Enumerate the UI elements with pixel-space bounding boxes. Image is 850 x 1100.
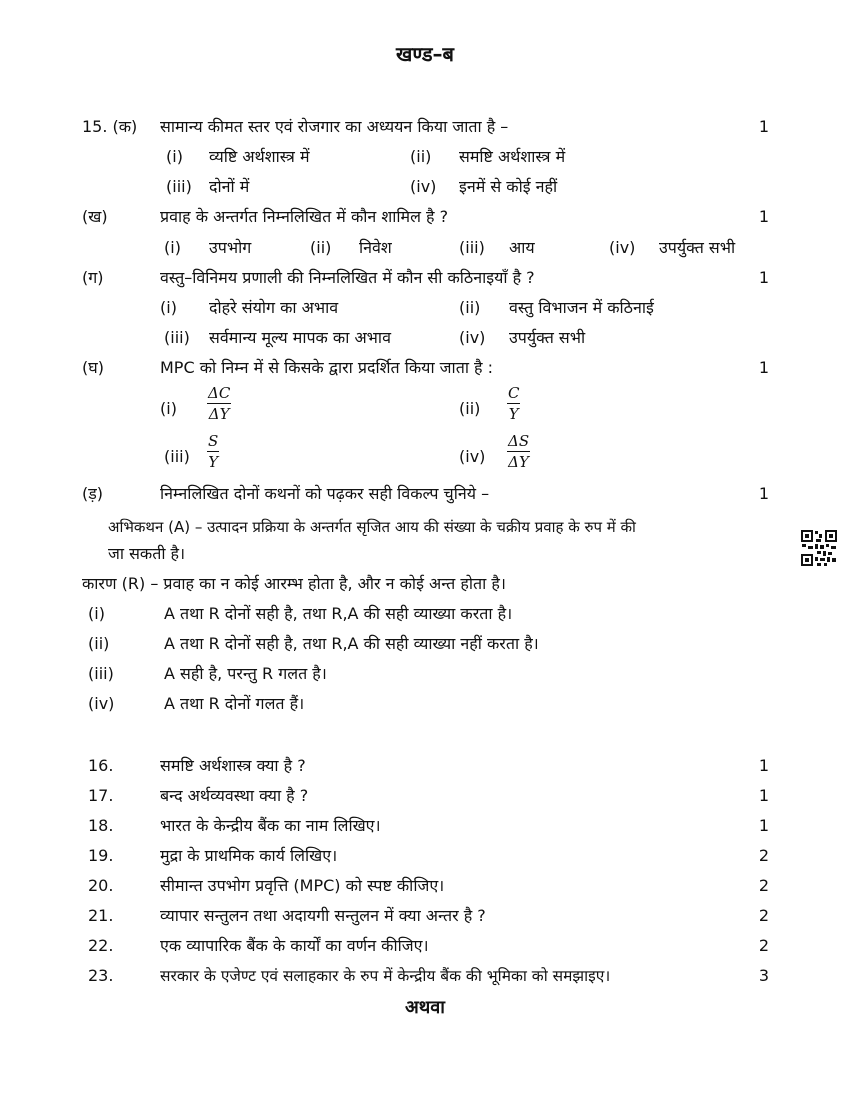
question-marks: 1 — [758, 756, 770, 775]
fraction-denominator: ΔY — [208, 405, 230, 423]
fraction-denominator: ΔY — [508, 453, 529, 471]
or-divider: अथवा — [405, 997, 445, 1018]
option-text: उपभोग — [209, 238, 252, 257]
q15-ka-text: सामान्य कीमत स्तर एवं रोजगार का अध्ययन किया जाता है – — [160, 117, 509, 136]
question-number: 20. — [88, 876, 114, 895]
question-text: बन्द अर्थव्यवस्था क्या है ? — [160, 786, 309, 805]
reason-text: कारण (R) – प्रवाह का न कोई आरम्भ होता है, और न कोई अन्त होता है। — [82, 574, 506, 593]
fraction-numerator: C — [508, 384, 520, 402]
option-text: A तथा R दोनों गलत हैं। — [164, 694, 305, 713]
assertion-line-1: अभिकथन (A) – उत्पादन प्रक्रिया के अन्तर्गत सृजित आय की संख्या के चक्रीय प्रवाह के रुप में की — [108, 518, 636, 536]
q15-ga-marks: 1 — [758, 268, 770, 287]
option-text: सर्वमान्य मूल्य मापक का अभाव — [209, 328, 391, 347]
fraction-c-over-y — [507, 384, 520, 423]
qr-code-icon — [800, 529, 838, 567]
option-label: (iii) — [459, 238, 485, 257]
question-text: व्यापार सन्तुलन तथा अदायगी सन्तुलन में क्या अन्तर है ? — [160, 906, 486, 925]
option-label: (i) — [166, 147, 183, 166]
q15-ga-label: (ग) — [82, 268, 104, 287]
question-marks: 3 — [758, 966, 770, 985]
q15-kha-label: (ख) — [82, 207, 108, 226]
option-label: (ii) — [310, 238, 332, 257]
assertion-line-2: जा सकती है। — [108, 544, 186, 563]
question-text: मुद्रा के प्राथमिक कार्य लिखिए। — [160, 846, 338, 865]
question-text: भारत के केन्द्रीय बैंक का नाम लिखिए। — [160, 816, 381, 835]
question-number: 19. — [88, 846, 114, 865]
question-text: एक व्यापारिक बैंक के कार्यों का वर्णन कीजिए। — [160, 936, 429, 955]
option-text: A तथा R दोनों सही है, तथा R,A की सही व्याख्या नहीं करता है। — [164, 634, 539, 653]
q15-nga-marks: 1 — [758, 484, 770, 503]
section-title: खण्ड–ब — [396, 42, 454, 66]
option-text: आय — [509, 238, 535, 257]
question-marks: 2 — [758, 906, 770, 925]
option-label: (iv) — [459, 328, 486, 347]
option-label: (iii) — [88, 664, 114, 683]
question-number: 21. — [88, 906, 114, 925]
fraction-s-over-y — [207, 432, 219, 471]
option-label: (iv) — [410, 177, 437, 196]
option-label: (i) — [88, 604, 105, 623]
option-label: (ii) — [459, 399, 481, 418]
option-text: व्यष्टि अर्थशास्त्र में — [209, 147, 310, 166]
q15-nga-label: (ड़) — [82, 484, 104, 503]
option-label: (i) — [164, 238, 181, 257]
option-text: वस्तु विभाजन में कठिनाई — [509, 298, 654, 317]
fraction-numerator: ΔC — [208, 384, 231, 402]
fraction-numerator: ΔS — [508, 432, 530, 450]
question-marks: 1 — [758, 816, 770, 835]
q15-nga-text: निम्नलिखित दोनों कथनों को पढ़कर सही विकल्प चुनिये – — [160, 484, 490, 503]
question-number: 23. — [88, 966, 114, 985]
option-text: इनमें से कोई नहीं — [459, 177, 558, 196]
option-text: निवेश — [359, 238, 392, 257]
question-marks: 1 — [758, 786, 770, 805]
fraction-denominator: Y — [208, 453, 219, 471]
option-text: उपर्युक्त सभी — [509, 328, 586, 347]
fraction-delta-s-over-delta-y — [507, 432, 530, 471]
option-text: उपर्युक्त सभी — [659, 238, 736, 257]
q15-number: 15. (क) — [82, 117, 138, 136]
option-label: (ii) — [410, 147, 432, 166]
question-number: 16. — [88, 756, 114, 775]
question-text: सरकार के एजेण्ट एवं सलाहकार के रुप में केन्द्रीय बैंक की भूमिका को समझाइए। — [160, 967, 611, 985]
option-label: (iii) — [166, 177, 192, 196]
option-label: (iii) — [164, 447, 190, 466]
option-label: (i) — [160, 298, 177, 317]
option-label: (i) — [160, 399, 177, 418]
fraction-numerator: S — [208, 432, 219, 450]
question-text: समष्टि अर्थशास्त्र क्या है ? — [160, 756, 306, 775]
option-text: दोहरे संयोग का अभाव — [209, 298, 339, 317]
option-label: (iii) — [164, 328, 190, 347]
option-label: (iv) — [88, 694, 115, 713]
q15-gha-marks: 1 — [758, 358, 770, 377]
question-marks: 2 — [758, 876, 770, 895]
fraction-denominator: Y — [508, 405, 519, 423]
q15-kha-text: प्रवाह के अन्तर्गत निम्नलिखित में कौन शामिल है ? — [160, 207, 449, 226]
option-label: (ii) — [88, 634, 110, 653]
q15-ga-text: वस्तु–विनिमय प्रणाली की निम्नलिखित में कौन सी कठिनाइयाँ है ? — [160, 268, 535, 287]
question-text: सीमान्त उपभोग प्रवृत्ति (MPC) को स्पष्ट कीजिए। — [160, 876, 445, 895]
q15-kha-marks: 1 — [758, 207, 770, 226]
fraction-delta-c-over-delta-y — [207, 384, 231, 423]
q15-ka-marks: 1 — [758, 117, 770, 136]
question-marks: 2 — [758, 936, 770, 955]
question-number: 18. — [88, 816, 114, 835]
q15-gha-label: (घ) — [82, 358, 104, 377]
option-label: (iv) — [459, 447, 486, 466]
option-text: A सही है, परन्तु R गलत है। — [164, 664, 327, 683]
question-number: 17. — [88, 786, 114, 805]
option-label: (iv) — [609, 238, 636, 257]
question-marks: 2 — [758, 846, 770, 865]
option-text: समष्टि अर्थशास्त्र में — [459, 147, 566, 166]
option-text: A तथा R दोनों सही है, तथा R,A की सही व्याख्या करता है। — [164, 604, 513, 623]
q15-gha-text: MPC को निम्न में से किसके द्वारा प्रदर्शित किया जाता है : — [160, 358, 494, 377]
option-label: (ii) — [459, 298, 481, 317]
question-number: 22. — [88, 936, 114, 955]
option-text: दोनों में — [209, 177, 250, 196]
